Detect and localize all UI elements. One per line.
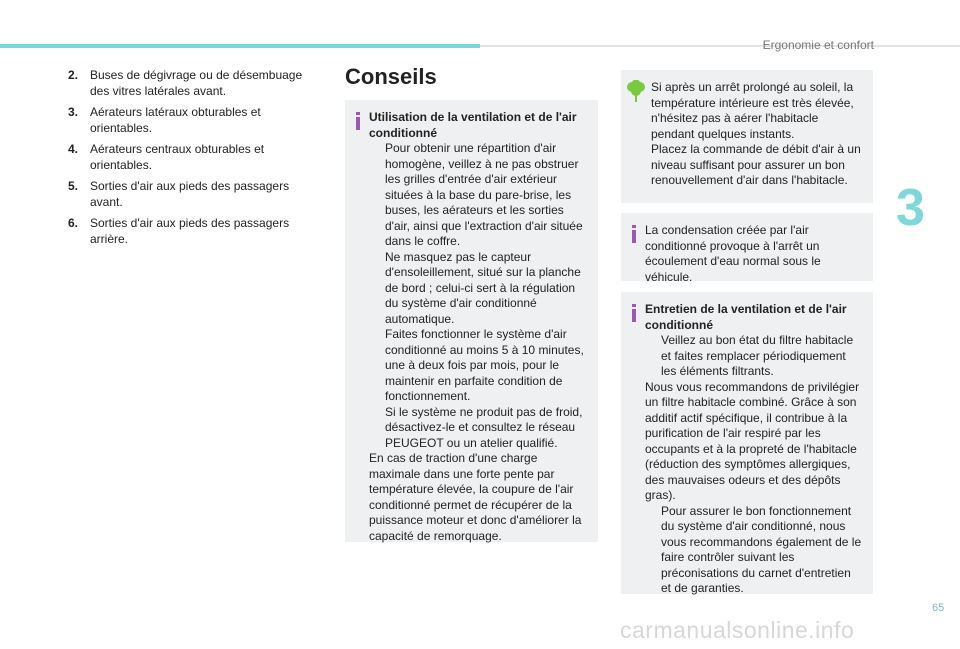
bullet-text: Faites fonctionner le système d'air conditionné au moins 5 à 10 minutes, une à deux fois par mois, pour le maintenir en parfaite condition de fonctionnement. bbox=[385, 327, 584, 403]
info-icon bbox=[353, 112, 363, 130]
list-item-number: 2. bbox=[68, 68, 79, 82]
watermark: carmanualsonline.info bbox=[620, 617, 855, 643]
list-item-number: 4. bbox=[68, 142, 79, 156]
list-item-text: Aérateurs centraux obturables et orientables. bbox=[90, 142, 265, 172]
box-paragraph: En cas de traction d'une charge maximale dans une forte pente par température élevée, la coupure de l'air conditionné permet de récupérer de la puissance moteur et donc d'améliorer la capacité de remorquage. bbox=[369, 451, 582, 543]
bullet-item bbox=[369, 327, 588, 405]
box-text: La condensation créée par l'air conditionné provoque à l'arrêt un écoulement d'eau normal sous le véhicule. bbox=[645, 223, 821, 284]
list-item bbox=[68, 105, 318, 136]
bullet-item bbox=[369, 141, 588, 250]
chapter-number: 3 bbox=[896, 179, 925, 237]
section-title: Conseils bbox=[345, 64, 437, 89]
bullet-text: Si le système ne produit pas de froid, désactivez-le et consultez le réseau PEUGEOT ou un atelier qualifié. bbox=[385, 404, 583, 450]
chapter-title: Ergonomie et confort bbox=[762, 38, 874, 52]
advice-box-condensation bbox=[621, 213, 873, 284]
bullet-text: Ne masquez pas le capteur d'ensoleillement, situé sur la planche de bord ; celui-ci sert à la régulation du système d'air conditionné automatique. bbox=[385, 249, 581, 326]
list-item bbox=[68, 142, 318, 173]
box-text: Placez la commande de débit d'air à un niveau suffisant pour assurer un bon renouvellement d'air dans l'habitacle. bbox=[651, 142, 861, 187]
box-title: Utilisation de la ventilation et de l'air conditionné bbox=[369, 110, 577, 140]
list-item-text: Aérateurs latéraux obturables et orientables. bbox=[90, 105, 261, 135]
bullet-item bbox=[369, 405, 588, 452]
component-list bbox=[68, 68, 318, 253]
box-title: Entretien de la ventilation et de l'air conditionné bbox=[645, 302, 847, 332]
list-item-text: Sorties d'air aux pieds des passagers avant. bbox=[90, 179, 290, 209]
list-item-number: 6. bbox=[68, 216, 79, 230]
bullet-text: Pour obtenir une répartition d'air homogène, veillez à ne pas obstruer les grilles d'entrée d'air extérieur situées à la base du pare-brise, les buses, les aérateurs et les sorties d'air, ainsi que l'extraction d'air située dans le coffre. bbox=[385, 141, 583, 248]
bullet-item bbox=[645, 504, 863, 597]
bullet-item bbox=[369, 250, 588, 328]
bullet-text: Pour assurer le bon fonctionnement du système d'air conditionné, nous vous recommandons également de le faire contrôler suivant les préconisations du carnet d'entretien et de garanties. bbox=[661, 503, 862, 595]
bullet-text: Veillez au bon état du filtre habitacle et faites remplacer périodiquement les éléments filtrants. bbox=[661, 333, 854, 378]
list-item-text: Sorties d'air aux pieds des passagers arrière. bbox=[90, 216, 290, 246]
advice-box-maintenance bbox=[621, 292, 873, 594]
advice-box-eco bbox=[621, 70, 873, 203]
header-rule bbox=[480, 45, 960, 47]
info-icon bbox=[629, 225, 639, 243]
tree-icon bbox=[627, 80, 645, 102]
list-item bbox=[68, 68, 318, 99]
advice-box-usage bbox=[345, 100, 598, 542]
box-paragraph: Nous vous recommandons de privilégier un filtre habitacle combiné. Grâce à son additif actif spécifique, il contribue à la purification de l'air respiré par les occupants et à la propreté de l'habitacle (réduction des symptômes allergiques, des mauvaises odeurs et des dépôts gras). bbox=[645, 379, 860, 502]
bullet-item bbox=[645, 333, 863, 380]
header-accent-bar bbox=[0, 44, 480, 48]
list-item bbox=[68, 179, 318, 210]
list-item-text: Buses de dégivrage ou de désembuage des vitres latérales avant. bbox=[90, 68, 303, 98]
list-item bbox=[68, 216, 318, 247]
info-icon bbox=[629, 304, 639, 322]
page-number: 65 bbox=[932, 602, 945, 614]
list-item-number: 3. bbox=[68, 105, 79, 119]
list-item-number: 5. bbox=[68, 179, 79, 193]
box-text: Si après un arrêt prolongé au soleil, la température intérieure est très élevée, n'hésitez pas à aérer l'habitacle pendant quelques instants. bbox=[651, 80, 854, 141]
